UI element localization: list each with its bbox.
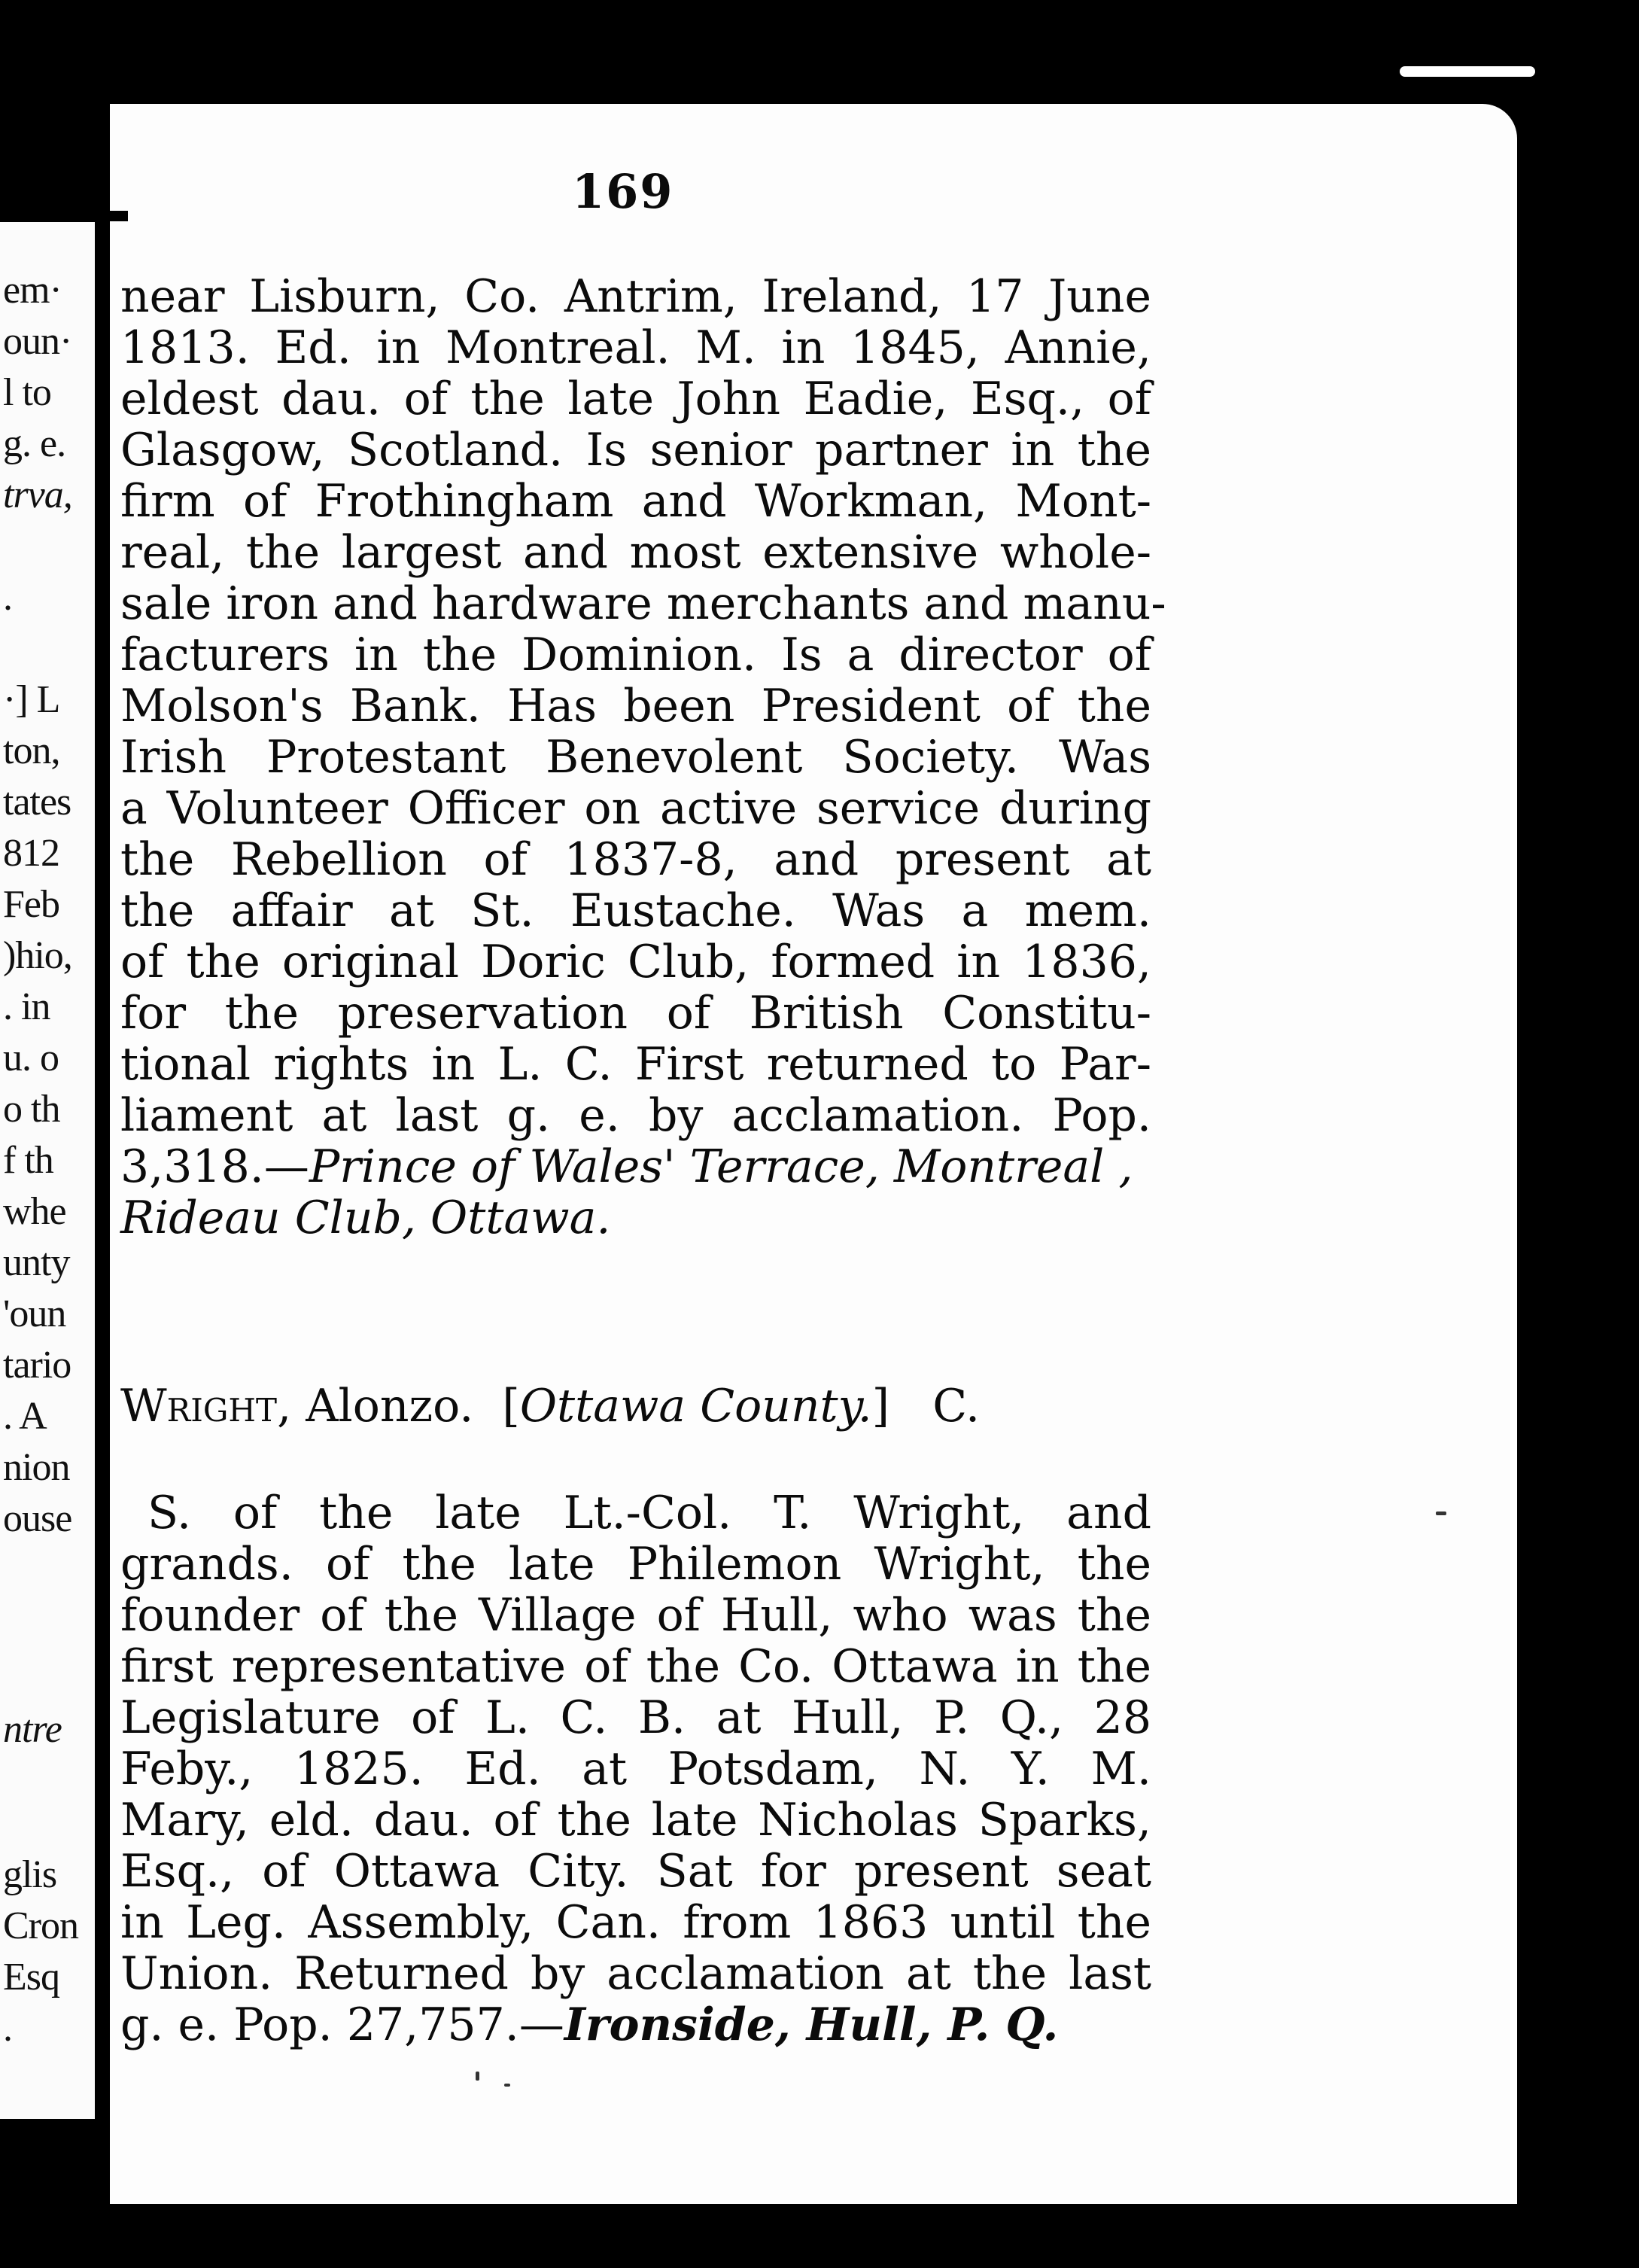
residence-address: Ironside, Hull, P. Q.	[564, 1999, 1059, 2051]
scan-speck	[476, 2072, 479, 2081]
prev-fragment: ouse	[3, 1497, 72, 1540]
prev-fragment: 'oun	[3, 1292, 66, 1335]
text-line: grands. of the late Philemon Wright, the	[120, 1538, 1151, 1591]
text-line: eldest dau. of the late John Eadie, Esq., of	[120, 373, 1151, 425]
party-affiliation: C.	[932, 1380, 981, 1432]
previous-page-strip	[0, 222, 101, 2119]
text-line: of the original Doric Club, formed in 1836,	[120, 936, 1151, 988]
text-line: near Lisburn, Co. Antrim, Ireland, 17 June	[120, 270, 1151, 323]
prev-fragment: whe	[3, 1190, 66, 1233]
prev-fragment: Esq	[3, 1956, 59, 1999]
prev-fragment: tario	[3, 1344, 71, 1387]
prev-fragment: glis	[3, 1853, 57, 1896]
member-surname: Wright	[120, 1380, 278, 1432]
prev-fragment: ·] L	[3, 678, 60, 721]
prev-fragment: f th	[3, 1139, 53, 1182]
text-line: the Rebellion of 1837-8, and present at	[120, 833, 1151, 886]
prev-fragment: )hio,	[3, 934, 72, 977]
entry-two	[120, 1487, 1151, 2050]
address-line	[120, 1999, 1151, 2050]
text-line: sale iron and hardware merchants and manu-	[120, 577, 1166, 630]
prev-fragment: ton,	[3, 729, 60, 772]
club-address: Rideau Club, Ottawa.	[120, 1192, 611, 1244]
text-line: for the preservation of British Constitu-	[120, 987, 1151, 1040]
page-number: 169	[572, 164, 674, 219]
text-line: a Volunteer Officer on active service during	[120, 782, 1151, 835]
text-line: Esq., of Ottawa City. Sat for present seat	[120, 1845, 1151, 1898]
text-line: Mary, eld. dau. of the late Nicholas Sparks,	[120, 1794, 1151, 1846]
prev-fragment: oun·	[3, 320, 72, 363]
prev-fragment: unty	[3, 1241, 70, 1284]
text-line: the affair at St. Eustache. Was a mem.	[120, 884, 1151, 937]
text-line: liament at last g. e. by acclamation. Pop.	[120, 1089, 1151, 1142]
address-line	[120, 1141, 1151, 1192]
text-line: Legislature of L. C. B. at Hull, P. Q., 28	[120, 1691, 1151, 1744]
population-text: 3,318.—	[120, 1140, 309, 1193]
scan-speck	[504, 2084, 510, 2087]
text-line: 1813. Ed. in Montreal. M. in 1845, Annie,	[120, 321, 1151, 374]
prev-fragment: ntre	[3, 1708, 62, 1751]
prev-fragment: tates	[3, 781, 71, 823]
text-line: Union. Returned by acclamation at the last	[120, 1947, 1151, 2000]
text-line: Glasgow, Scotland. Is senior partner in the	[120, 424, 1151, 476]
prev-fragment: trva,	[3, 473, 72, 516]
text-line: in Leg. Assembly, Can. from 1863 until the	[120, 1896, 1151, 1949]
prev-fragment: u. o	[3, 1037, 59, 1079]
constituency: Ottawa County.	[519, 1380, 872, 1432]
prev-fragment: nion	[3, 1446, 70, 1489]
text-line: founder of the Village of Hull, who was the	[120, 1589, 1151, 1642]
prev-fragment: l to	[3, 371, 51, 414]
text-line: Molson's Bank. Has been President of the	[120, 680, 1151, 732]
prev-fragment: o th	[3, 1088, 60, 1131]
text-line: real, the largest and most extensive whole-	[120, 526, 1151, 579]
prev-fragment: Cron	[3, 1904, 78, 1947]
prev-fragment: g. e.	[3, 422, 66, 465]
prev-fragment: . A	[3, 1395, 47, 1438]
binding-gutter	[95, 72, 110, 2268]
gutter-mark	[75, 211, 128, 221]
prev-fragment: .	[3, 2007, 12, 2050]
entry-one	[120, 270, 1166, 1244]
prev-fragment: em·	[3, 269, 62, 312]
residence-address: Prince of Wales' Terrace, Montreal ,	[309, 1140, 1133, 1193]
text-line: Irish Protestant Benevolent Society. Was	[120, 731, 1151, 784]
scan-speck	[1436, 1511, 1446, 1515]
population-text: g. e. Pop. 27,757.—	[120, 1999, 564, 2051]
prev-fragment: 812	[3, 832, 59, 875]
prev-fragment: .	[3, 576, 12, 619]
text-line: Feby., 1825. Ed. at Potsdam, N. Y. M.	[120, 1743, 1151, 1795]
prev-fragment: Feb	[3, 883, 59, 926]
text-line: first representative of the Co. Ottawa in the	[120, 1640, 1151, 1693]
member-given-name: , Alonzo.	[277, 1380, 474, 1432]
text-line: tional rights in L. C. First returned to Par-	[120, 1038, 1151, 1091]
text-line: facturers in the Dominion. Is a director of	[120, 629, 1151, 681]
page-edge	[1400, 66, 1535, 77]
entry-heading: Wright, Alonzo. [Ottawa County.] C.	[120, 1380, 981, 1432]
text-line: S. of the late Lt.-Col. T. Wright, and	[147, 1487, 1151, 1539]
text-line: firm of Frothingham and Workman, Mont-	[120, 475, 1151, 528]
prev-fragment: . in	[3, 985, 50, 1028]
